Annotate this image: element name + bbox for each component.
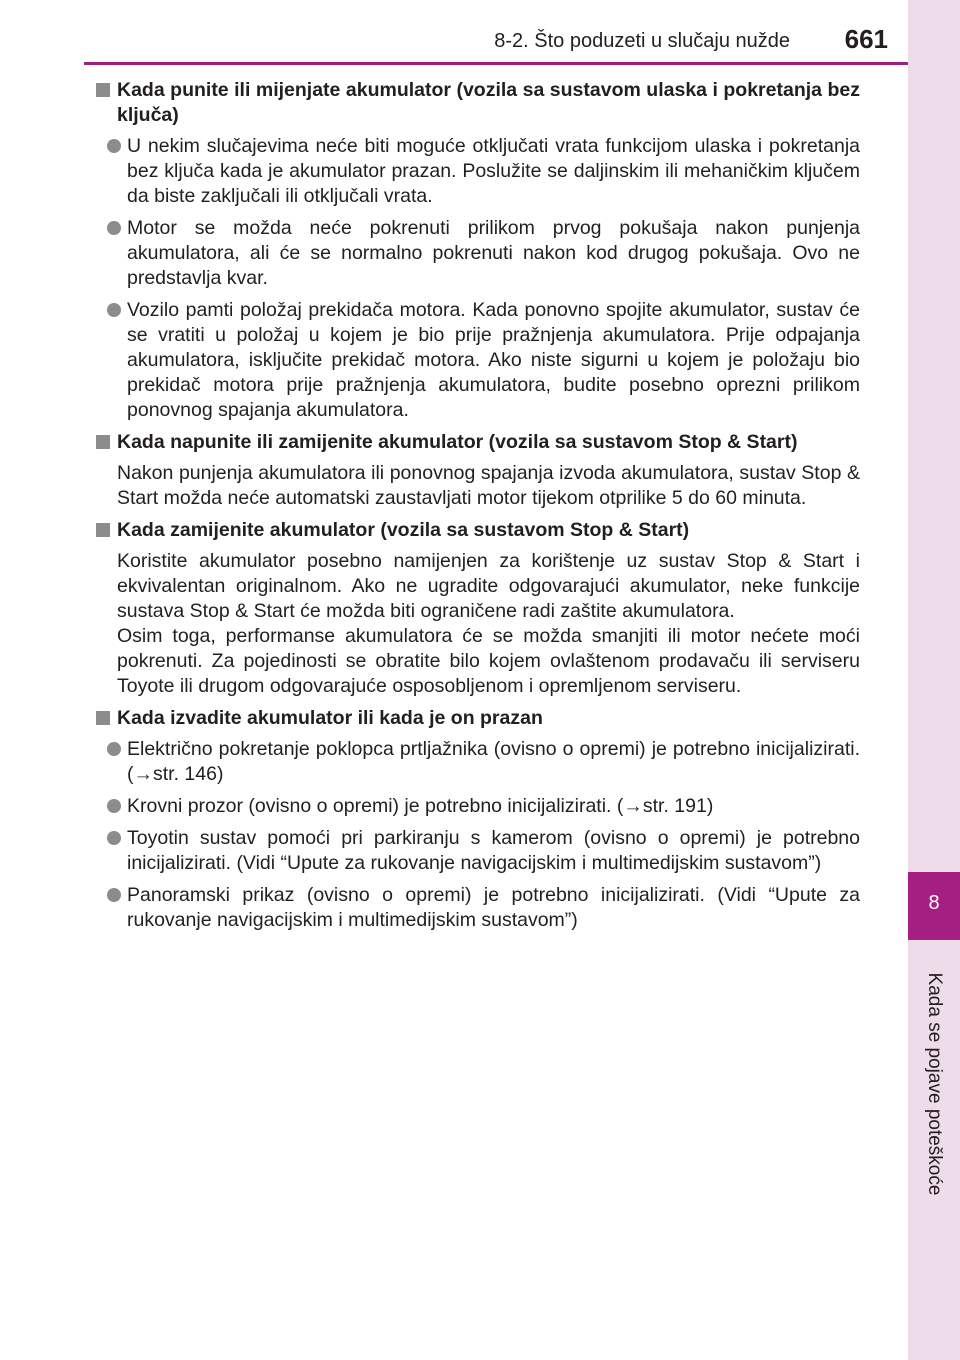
- section-heading: Kada punite ili mijenjate akumulator (vozila sa sustavom ulaska i pokretanja bez ključa): [96, 78, 860, 128]
- list-item: Toyotin sustav pomoći pri parkiranju s kamerom (ovisno o opremi) je potrebno inicijalizirati. (Vidi “Upute za rukovanje navigacijskim i multimedijskim sustavom”): [107, 826, 860, 876]
- round-bullet-icon: [107, 742, 121, 756]
- page-number: 661: [844, 24, 888, 54]
- chapter-number: 8: [928, 892, 940, 914]
- round-bullet-icon: [107, 831, 121, 845]
- round-bullet-icon: [107, 888, 121, 902]
- section-battery-removed: [96, 706, 860, 933]
- paragraph: Koristite akumulator posebno namijenjen za korištenje uz sustav Stop & Start i ekvivalentan originalnom. Ako ne ugradite odgovarajući akumulator, neke funkcije sustava Stop & Start će možda biti ograničene radi zaštite akumulatora.: [117, 550, 860, 622]
- round-bullet-icon: [107, 221, 121, 235]
- list-item: Električno pokretanje poklopca prtljažnika (ovisno o opremi) je potrebno inicijalizirati. (→str. 146): [107, 737, 860, 787]
- section-battery-keyless: [96, 78, 860, 423]
- paragraph: Nakon punjenja akumulatora ili ponovnog spajanja izvoda akumulatora, sustav Stop & Start možda neće automatski zaustavljati motor tijekom otprilike 5 do 60 minuta.: [117, 462, 860, 509]
- header-rule: [84, 62, 908, 65]
- square-bullet-icon: [96, 435, 110, 449]
- list-item: Vozilo pamti položaj prekidača motora. Kada ponovno spojite akumulator, sustav će se vratiti u položaj u kojem je bio prije pražnjenja akumulatora. Prije odpajanja akumulatora, isključite prekidač motora. Ako niste sigurni u kojem je položaju bio prekidač motora prije pražnjenja akumulatora, budite posebno oprezni prilikom ponovnog spajanja akumulatora.: [107, 298, 860, 423]
- square-bullet-icon: [96, 711, 110, 725]
- list-item: U nekim slučajevima neće biti moguće otključati vrata funkcijom ulaska i pokretanja bez ključa kada je akumulator prazan. Poslužite se daljinskim ili mehaničkim ključem da biste zaključali ili otključali vrata.: [107, 134, 860, 209]
- section-heading: Kada izvadite akumulator ili kada je on prazan: [96, 706, 860, 731]
- round-bullet-icon: [107, 799, 121, 813]
- square-bullet-icon: [96, 83, 110, 97]
- round-bullet-icon: [107, 303, 121, 317]
- square-bullet-icon: [96, 523, 110, 537]
- list-item: Motor se možda neće pokrenuti prilikom prvog pokušaja nakon punjenja akumulatora, ali će se normalno pokrenuti nakon kod drugog pokušaja. Ovo ne predstavlja kvar.: [107, 216, 860, 291]
- round-bullet-icon: [107, 139, 121, 153]
- running-header-section: 8-2. Što poduzeti u slučaju nužde: [494, 30, 790, 52]
- chapter-title: Kada se pojave poteškoće: [924, 972, 945, 1196]
- paragraph: Osim toga, performanse akumulatora će se možda smanjiti ili motor nećete moći pokrenuti. Za pojedinosti se obratite bilo kojem ovlaštenom prodavaču ili serviseru Toyote ili drugom odgovarajuće osposobljenom i opremljenom serviseru.: [117, 625, 860, 697]
- section-replace-stop-start: [96, 518, 860, 699]
- section-heading: Kada zamijenite akumulator (vozila sa sustavom Stop & Start): [96, 518, 860, 543]
- section-heading: Kada napunite ili zamijenite akumulator (vozila sa sustavom Stop & Start): [96, 430, 860, 455]
- section-charge-stop-start: [96, 430, 860, 511]
- list-item: Krovni prozor (ovisno o opremi) je potrebno inicijalizirati. (→str. 191): [107, 794, 860, 819]
- page-content: [96, 78, 860, 940]
- list-item: Panoramski prikaz (ovisno o opremi) je potrebno inicijalizirati. (Vidi “Upute za rukovanje navigacijskim i multimedijskim sustavom”): [107, 883, 860, 933]
